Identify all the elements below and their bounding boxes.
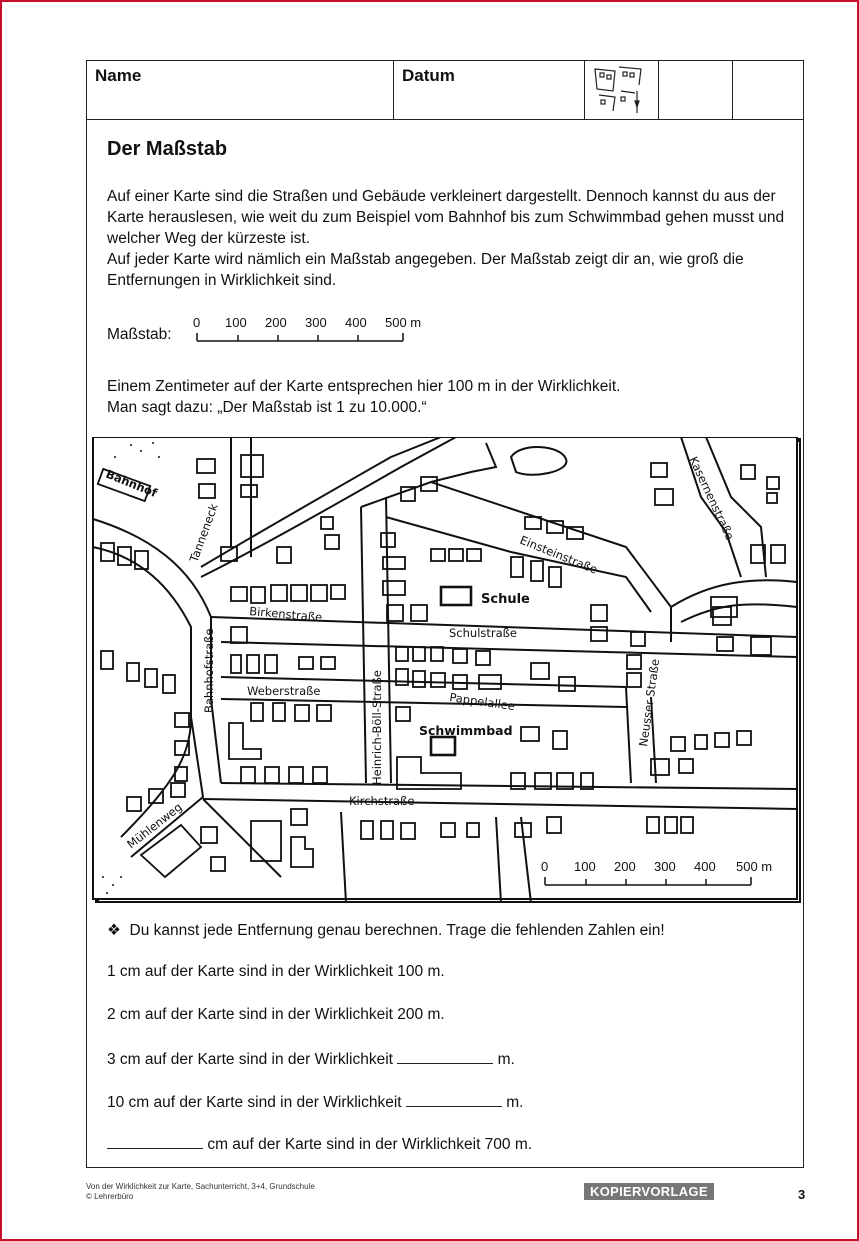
footer-credit (86, 1182, 315, 1202)
label-bahnhof: Bahnhof (103, 466, 160, 501)
label-schule: Schule (481, 592, 530, 607)
scale-bar (191, 313, 441, 347)
pond (511, 447, 566, 475)
exercise-line-3 (107, 1049, 515, 1069)
page-title: Der Maßstab (107, 138, 228, 160)
label-bahnhofstrasse: Bahnhofstraße (202, 628, 216, 713)
header-row (87, 61, 803, 120)
grade-box-2[interactable] (733, 61, 805, 119)
intro-text (107, 186, 797, 291)
exercise-text: 10 cm auf der Karte sind in der Wirklichkeit (107, 1094, 402, 1111)
explanation-line-1: Einem Zentimeter auf der Karte entsprechen hier 100 m in der Wirklichkeit. (107, 378, 621, 395)
scale-tick-label: 400 (345, 315, 367, 330)
label-tanneneck: Tanneneck (186, 501, 221, 565)
task-instruction (107, 921, 665, 940)
map-scale-bar (541, 859, 772, 885)
exercise-text: 3 cm auf der Karte sind in der Wirklichkeit (107, 1051, 393, 1068)
exercise-line-5 (107, 1134, 532, 1154)
exercise-line-1 (107, 963, 445, 981)
scale-tick-label: 300 (305, 315, 327, 330)
page-number: 3 (798, 1187, 806, 1202)
footer-copyright: © Lehrerbüro (86, 1192, 134, 1201)
map-border (93, 437, 797, 899)
label-neusser-strasse: Neusser Straße (636, 658, 663, 748)
map-scale-tick-label: 500 m (736, 859, 773, 874)
exercise-line-2 (107, 1006, 445, 1024)
label-heinrich-boell-strasse: Heinrich-Böll-Straße (370, 670, 384, 785)
label-kirchstrasse: Kirchstraße (349, 794, 415, 808)
exercise-text: 1 cm auf der Karte sind in der Wirklichkeit 100 m. (107, 963, 445, 980)
label-einsteinstrasse: Einsteinstraße (517, 532, 600, 577)
name-field[interactable] (87, 61, 394, 119)
answer-blank-4[interactable] (406, 1092, 502, 1107)
exercise-text: cm auf der Karte sind in der Wirklichkeit 700 m. (207, 1136, 533, 1153)
scale-tick-label: 0 (193, 315, 201, 330)
exercise-text: 2 cm auf der Karte sind in der Wirklichkeit 200 m. (107, 1006, 445, 1023)
date-label: Datum (402, 66, 455, 85)
map-scale-tick-label: 100 (574, 859, 596, 874)
scale-tick-label: 100 (225, 315, 247, 330)
label-schwimmbad: Schwimmbad (419, 723, 513, 738)
diamond-bullet-icon: ❖ (107, 922, 121, 939)
answer-blank-5[interactable] (107, 1134, 203, 1149)
label-birkenstrasse: Birkenstraße (248, 604, 323, 625)
kopiervorlage-badge: KOPIERVORLAGE (584, 1183, 714, 1200)
explanation-line-2: Man sagt dazu: „Der Maßstab ist 1 zu 10.000.“ (107, 399, 427, 416)
map-thumbnail-icon (585, 61, 659, 119)
scale-tick-label: 500 m (385, 315, 422, 330)
name-label: Name (95, 66, 142, 85)
label-schulstrasse: Schulstraße (449, 626, 517, 640)
map-scale-tick-label: 300 (654, 859, 676, 874)
map-scale-tick-label: 200 (614, 859, 636, 874)
date-field[interactable] (394, 61, 585, 119)
answer-blank-3[interactable] (397, 1049, 493, 1064)
explanation-text (107, 376, 797, 418)
label-pappelallee: Pappelallee (448, 690, 516, 714)
grade-box-1[interactable] (659, 61, 733, 119)
intro-paragraph-2: Auf jeder Karte wird nämlich ein Maßstab angegeben. Der Maßstab zeigt dir an, wie groß die Entfernungen in Wirklichkeit sind. (107, 251, 744, 289)
map-scale-tick-label: 400 (694, 859, 716, 874)
exercise-line-4 (107, 1092, 523, 1112)
worksheet (86, 60, 804, 1168)
scale-tick-label: 200 (265, 315, 287, 330)
footer-source: Von der Wirklichkeit zur Karte, Sachunterricht, 3+4, Grundschule (86, 1182, 315, 1191)
map-scale-tick-label: 0 (541, 859, 549, 874)
town-map (91, 437, 801, 903)
label-muehlenweg: Mühlenweg (124, 799, 185, 852)
label-kasernenstrasse: Kasernenstraße (686, 454, 738, 543)
exercise-unit: m. (506, 1094, 524, 1111)
exercise-unit: m. (497, 1051, 515, 1068)
label-weberstrasse: Weberstraße (247, 684, 321, 698)
intro-paragraph-1: Auf einer Karte sind die Straßen und Gebäude verkleinert dargestellt. Dennoch kannst du aus der Karte herauslesen, wie weit du zum Beispiel vom Bahnhof bis zum Schwimmbad gehen musst und welcher Weg der kürzeste ist. (107, 188, 785, 247)
scale-label: Maßstab: (107, 326, 172, 343)
task-instruction-text: Du kannst jede Entfernung genau berechnen. Trage die fehlenden Zahlen ein! (129, 922, 665, 939)
